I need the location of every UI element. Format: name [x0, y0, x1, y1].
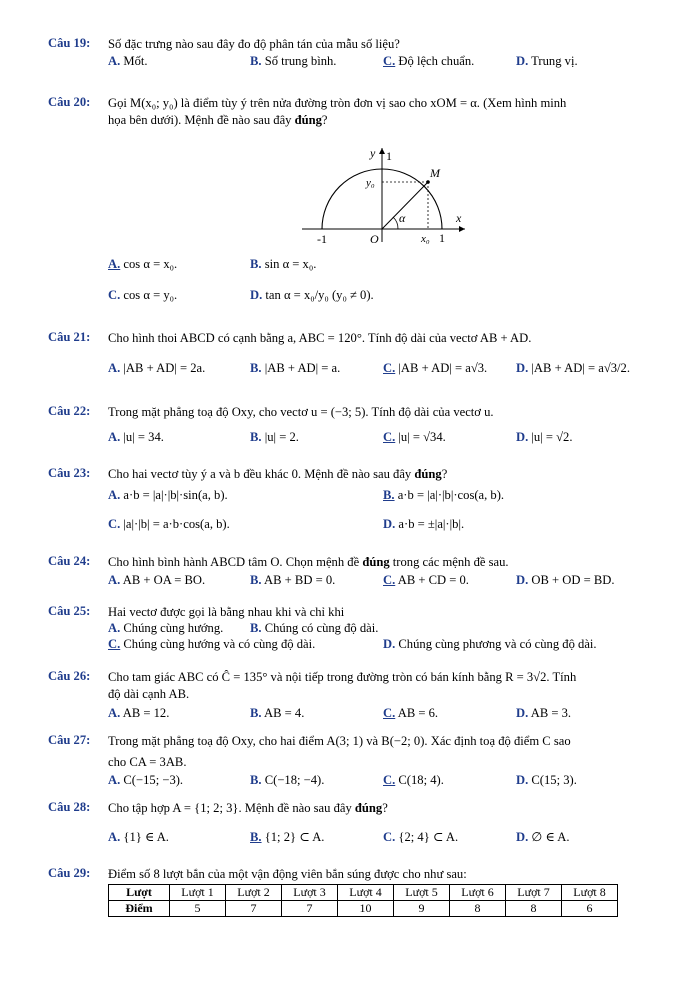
- table-row: [109, 885, 618, 901]
- option-b[interactable]: B. C(−18; −4).: [250, 773, 325, 787]
- question-number: Câu 20:: [48, 95, 91, 109]
- option-a[interactable]: A. Chúng cùng hướng.: [108, 621, 224, 635]
- option-b[interactable]: B. |u| = 2.: [250, 430, 299, 444]
- label-one-top: 1: [386, 149, 392, 163]
- option-d[interactable]: D. OB + OD = BD.: [516, 573, 615, 587]
- option-b[interactable]: B. a·b = |a|·|b|·cos(a, b).: [383, 488, 505, 502]
- question-number: Câu 23:: [48, 466, 91, 480]
- option-c[interactable]: C. {2; 4} ⊂ A.: [383, 830, 459, 844]
- option-d[interactable]: D. AB = 3.: [516, 706, 572, 720]
- table-cell: 6: [562, 901, 618, 917]
- table-row: [109, 901, 618, 917]
- question-stem: Gọi M(x₀; y₀) là điểm tùy ý trên nửa đường tròn đơn vị sao cho xOM = α. (Xem hình minh họa bên dưới). Mệnh đề nào sau đây đúng?: [108, 96, 567, 127]
- option-a[interactable]: A. |AB + AD| = 2a.: [108, 361, 206, 375]
- option-b[interactable]: B. sin α = x₀.: [250, 257, 317, 271]
- table-cell: 7: [282, 901, 338, 917]
- label-y0: y₀: [366, 177, 375, 189]
- label-y: y: [370, 146, 376, 160]
- option-d[interactable]: D. |AB + AD| = a√3/2.: [516, 361, 630, 375]
- option-b[interactable]: B. AB = 4.: [250, 706, 305, 720]
- option-d[interactable]: D. C(15; 3).: [516, 773, 577, 787]
- table-cell: 5: [170, 901, 226, 917]
- option-b[interactable]: B. |AB + AD| = a.: [250, 361, 341, 375]
- option-b[interactable]: B. Số trung bình.: [250, 54, 337, 68]
- scores-table: [108, 884, 618, 917]
- question-stem: Cho tập hợp A = {1; 2; 3}. Mệnh đề nào sau đây đúng?: [108, 801, 388, 815]
- table-cell: Lượt 7: [506, 885, 562, 901]
- question-stem: Trong mặt phẳng toạ độ Oxy, cho hai điểm A(3; 1) và B(−2; 0). Xác định toạ độ điểm C sao cho CA = 3AB.: [108, 734, 571, 769]
- table-cell: Lượt 1: [170, 885, 226, 901]
- option-a[interactable]: A. C(−15; −3).: [108, 773, 184, 787]
- option-a[interactable]: A. a·b = |a|·|b|·sin(a, b).: [108, 488, 228, 502]
- question-stem: Cho hai vectơ tùy ý a và b đều khác 0. Mệnh đề nào sau đây đúng?: [108, 467, 448, 481]
- question-stem: Trong mặt phẳng toạ độ Oxy, cho vectơ u = (−3; 5). Tính độ dài của vectơ u.: [108, 405, 494, 419]
- label-alpha: α: [399, 211, 406, 225]
- option-c[interactable]: C. |AB + AD| = a√3.: [383, 361, 488, 375]
- option-d[interactable]: D. tan α = x₀/y₀ (y₀ ≠ 0).: [250, 288, 374, 302]
- question-number: Câu 19:: [48, 36, 91, 50]
- question-number: Câu 22:: [48, 404, 91, 418]
- question-stem: Hai vectơ được gọi là bằng nhau khi và chỉ khi: [108, 605, 345, 619]
- option-d[interactable]: D. ∅ ∈ A.: [516, 830, 570, 844]
- option-b[interactable]: B. AB + BD = 0.: [250, 573, 336, 587]
- question-number: Câu 21:: [48, 330, 91, 344]
- option-a[interactable]: A. |u| = 34.: [108, 430, 164, 444]
- option-d[interactable]: D. Trung vị.: [516, 54, 578, 68]
- question-stem: Điểm số 8 lượt bắn của một vận động viên bắn súng được cho như sau:: [108, 867, 467, 881]
- option-b[interactable]: B. {1; 2} ⊂ A.: [250, 830, 325, 844]
- option-d[interactable]: D. a·b = ±|a|·|b|.: [383, 517, 465, 531]
- question-stem: Cho hình bình hành ABCD tâm O. Chọn mệnh đề đúng trong các mệnh đề sau.: [108, 555, 509, 569]
- option-c[interactable]: C. C(18; 4).: [383, 773, 444, 787]
- label-x: x: [456, 211, 462, 225]
- table-cell: Lượt 5: [394, 885, 450, 901]
- option-c[interactable]: C. AB = 6.: [383, 706, 439, 720]
- option-a[interactable]: A. {1} ∈ A.: [108, 830, 169, 844]
- table-cell: 8: [450, 901, 506, 917]
- option-a[interactable]: A. AB + OA = BO.: [108, 573, 206, 587]
- question-stem: Cho hình thoi ABCD có cạnh bằng a, ABC = 120°. Tính độ dài của vectơ AB + AD.: [108, 331, 532, 345]
- table-cell: 8: [506, 901, 562, 917]
- table-header-cell: Lượt: [109, 885, 170, 901]
- question-number: Câu 26:: [48, 669, 91, 683]
- label-M: M: [430, 166, 440, 180]
- question-stem: Số đặc trưng nào sau đây đo độ phân tán của mẫu số liệu?: [108, 37, 400, 51]
- option-c[interactable]: C. Chúng cùng hướng và có cùng độ dài.: [108, 637, 316, 651]
- unit-semicircle-figure: [300, 142, 500, 252]
- table-cell: Lượt 6: [450, 885, 506, 901]
- table-cell: 9: [394, 901, 450, 917]
- table-cell: Lượt 4: [338, 885, 394, 901]
- angle-arc: [393, 217, 398, 229]
- question-stem: Cho tam giác ABC có Ĉ = 135° và nội tiếp trong đường tròn có bán kính bằng R = 3√2. Tính độ dài cạnh AB.: [108, 670, 577, 701]
- option-a[interactable]: A. AB = 12.: [108, 706, 170, 720]
- option-d[interactable]: D. |u| = √2.: [516, 430, 573, 444]
- point-M: [426, 180, 430, 184]
- option-c[interactable]: C. |u| = √34.: [383, 430, 446, 444]
- label-neg1: -1: [317, 232, 327, 246]
- option-c[interactable]: C. cos α = y₀.: [108, 288, 178, 302]
- option-c[interactable]: C. Độ lệch chuẩn.: [383, 54, 475, 68]
- table-cell: Lượt 3: [282, 885, 338, 901]
- option-c[interactable]: C. |a|·|b| = a·b·cos(a, b).: [108, 517, 230, 531]
- option-d[interactable]: D. Chúng cùng phương và có cùng độ dài.: [383, 637, 597, 651]
- label-O: O: [370, 232, 379, 246]
- option-b[interactable]: B. Chúng có cùng độ dài.: [250, 621, 379, 635]
- question-number: Câu 28:: [48, 800, 91, 814]
- option-a[interactable]: A. Mốt.: [108, 54, 148, 68]
- question-number: Câu 29:: [48, 866, 91, 880]
- question-number: Câu 27:: [48, 733, 91, 747]
- option-c[interactable]: C. AB + CD = 0.: [383, 573, 469, 587]
- table-cell: Lượt 8: [562, 885, 618, 901]
- table-cell: 7: [226, 901, 282, 917]
- label-one: 1: [439, 231, 445, 245]
- table-cell: Lượt 2: [226, 885, 282, 901]
- table-cell: 10: [338, 901, 394, 917]
- question-number: Câu 25:: [48, 604, 91, 618]
- label-x0: x₀: [421, 233, 430, 245]
- option-a[interactable]: A. cos α = x₀.: [108, 257, 178, 271]
- table-header-cell: Điểm: [109, 901, 170, 917]
- question-number: Câu 24:: [48, 554, 91, 568]
